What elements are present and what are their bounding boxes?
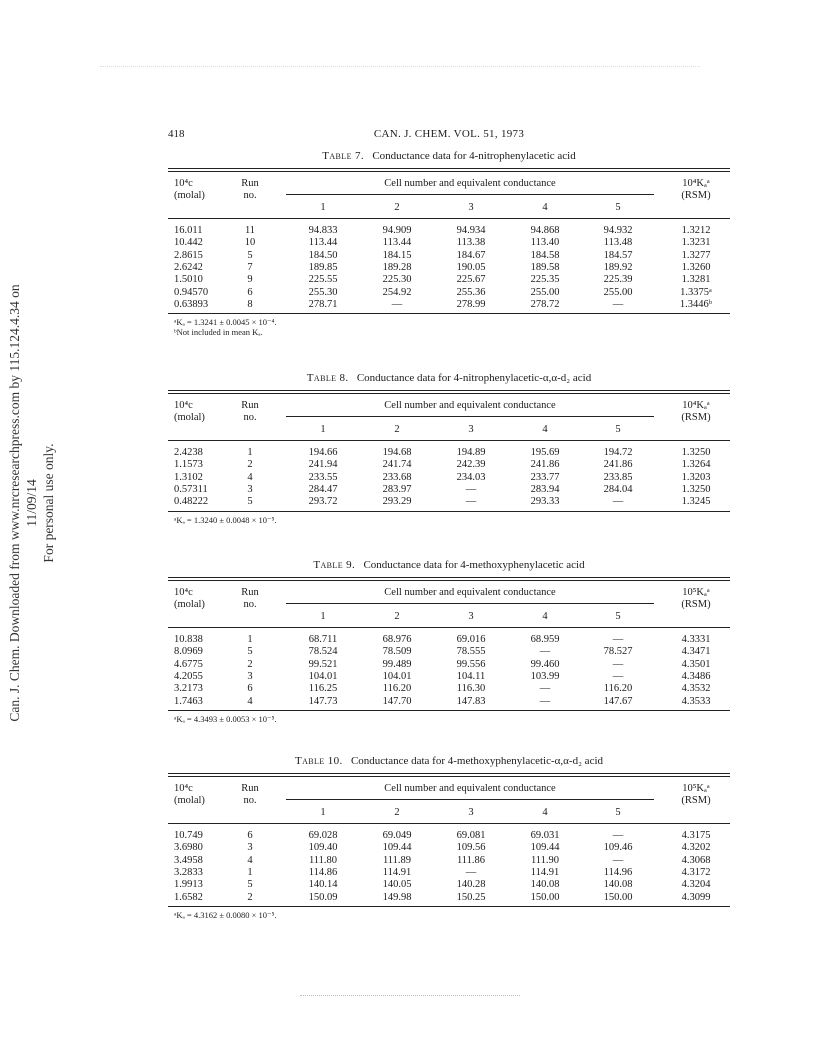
table-cell: 104.01 xyxy=(382,670,412,682)
table-cell: 255.00 xyxy=(603,286,633,298)
cell-number-header: 2 xyxy=(394,807,400,818)
table-cell: 150.00 xyxy=(603,891,633,903)
table-cell: — xyxy=(539,683,551,695)
header-rule xyxy=(168,218,730,219)
ka-header-line1: 10⁵Kₐᵃ xyxy=(682,783,710,794)
table-cell: 1.3260 xyxy=(681,261,711,273)
table-cell: 113.44 xyxy=(308,237,338,249)
table-cell: 4.3172 xyxy=(681,866,711,878)
table-cell: 114.91 xyxy=(382,866,412,878)
table-cell: 189.58 xyxy=(530,261,560,273)
table-cell: 1.6582 xyxy=(174,891,203,903)
table-header xyxy=(168,581,730,627)
run-header-line1: Run xyxy=(241,587,259,598)
table-cell: 225.35 xyxy=(530,274,560,286)
table-footnotes xyxy=(174,317,730,337)
table-cell: 99.521 xyxy=(308,658,338,670)
cell-number-header: 1 xyxy=(320,424,326,435)
table-cell: 4 xyxy=(247,471,253,483)
table-cell: 255.36 xyxy=(456,286,486,298)
table-cell: 4.6775 xyxy=(174,658,203,670)
conc-header-line1: 10⁴c xyxy=(174,400,193,411)
table-cell: 1.3375ᵃ xyxy=(680,286,712,298)
table-cell: 78.527 xyxy=(603,646,633,658)
table-cell: 2 xyxy=(247,658,253,670)
table-cell: 103.99 xyxy=(530,670,560,682)
table-cell: 194.68 xyxy=(382,447,412,458)
table-cell: 94.833 xyxy=(308,225,338,236)
table-cell: 10.838 xyxy=(174,634,203,645)
bottom-rule xyxy=(168,906,730,907)
table-cell: 4.3471 xyxy=(681,646,711,658)
cell-number-header: 5 xyxy=(615,807,621,818)
table-cell: 140.28 xyxy=(456,879,486,891)
table-body xyxy=(168,225,730,313)
ka-header-line1: 10⁴Kₐᵃ xyxy=(682,400,710,411)
table-cell: 147.70 xyxy=(382,695,412,707)
table-cell: 94.932 xyxy=(603,225,633,236)
conc-header-line2: (molal) xyxy=(174,190,205,201)
table-cell: 5 xyxy=(247,496,253,508)
table-cell: 104.11 xyxy=(456,670,486,682)
table-cell: 3 xyxy=(247,670,253,682)
table-title: Conductance data for 4-methoxyphenylacetic acid xyxy=(363,559,585,571)
table-cell: 9 xyxy=(247,274,253,286)
table-cell: 69.049 xyxy=(382,830,412,841)
table-cell: 4.3068 xyxy=(681,854,711,866)
page-number: 418 xyxy=(168,128,185,140)
download-notice xyxy=(4,268,56,738)
conc-header-line1: 10⁴c xyxy=(174,783,193,794)
table-cell: 111.89 xyxy=(382,854,412,866)
table-body xyxy=(168,634,730,710)
table-cell: 1.9913 xyxy=(174,879,203,891)
cell-number-header: 3 xyxy=(468,611,474,622)
table-cell: 184.50 xyxy=(308,249,338,261)
download-notice-line1: Can. J. Chem. Downloaded from www.nrcresearchpress.com by 115.124.4.34 on 11/09/14 xyxy=(7,284,39,722)
table-cell: 4.3532 xyxy=(681,683,711,695)
table-footnote: ᵃKₐ = 4.3493 ± 0.0053 × 10⁻⁵. xyxy=(174,713,277,724)
table-cell: 184.67 xyxy=(456,249,486,261)
table-cell: 78.555 xyxy=(456,646,486,658)
table-cell: 150.00 xyxy=(530,891,560,903)
table-cell: 99.489 xyxy=(382,658,412,670)
table-cell: 293.33 xyxy=(530,496,560,508)
run-header-line1: Run xyxy=(241,400,259,411)
table-cell: 4.3175 xyxy=(681,830,711,841)
table-cell: 109.40 xyxy=(308,842,338,854)
table-cell: 147.83 xyxy=(456,695,486,707)
table-cell: 189.85 xyxy=(308,261,338,273)
table-7 xyxy=(168,148,730,337)
table-cell: 233.77 xyxy=(530,471,560,483)
conc-header-line2: (molal) xyxy=(174,412,205,423)
table-cell: 69.081 xyxy=(456,830,486,841)
table-label: Table 10. xyxy=(294,755,343,767)
table-cell: 10.749 xyxy=(174,830,203,841)
cell-group-header: Cell number and equivalent conductance xyxy=(384,783,556,794)
table-cell: 233.68 xyxy=(382,471,412,483)
ka-header-line2: (RSM) xyxy=(681,599,711,610)
ka-header-line2: (RSM) xyxy=(681,795,711,806)
table-cell: 3 xyxy=(247,842,253,854)
bottom-rule xyxy=(168,313,730,314)
conc-header-line1: 10⁴c xyxy=(174,178,193,189)
table-cell: 149.98 xyxy=(382,891,412,903)
table-caption xyxy=(168,557,730,573)
table-cell: 5 xyxy=(247,646,253,658)
table-cell: 1.3102 xyxy=(174,471,203,483)
table-cell: 1.3250 xyxy=(681,447,711,458)
table-cell: 111.80 xyxy=(308,854,338,866)
table-cell: 109.46 xyxy=(603,842,633,854)
table-cell: — xyxy=(612,298,624,310)
table-cell: 113.44 xyxy=(382,237,412,249)
table-cell: 109.44 xyxy=(530,842,560,854)
table-cell: 194.72 xyxy=(603,447,633,458)
cell-number-header: 5 xyxy=(615,611,621,622)
table-cell: 241.86 xyxy=(530,459,560,471)
table-cell: 99.556 xyxy=(456,658,486,670)
table-cell: 114.86 xyxy=(308,866,338,878)
cell-number-header: 5 xyxy=(615,424,621,435)
table-cell: — xyxy=(539,646,551,658)
table-cell: 2.4238 xyxy=(174,447,203,458)
bottom-rule xyxy=(168,511,730,512)
cell-number-header: 4 xyxy=(542,424,548,435)
table-cell: 69.031 xyxy=(530,830,560,841)
table-cell: 0.63893 xyxy=(174,298,209,310)
table-cell: 111.86 xyxy=(456,854,486,866)
table-cell: 184.15 xyxy=(382,249,412,261)
cell-group-rule xyxy=(286,799,654,800)
table-footnotes xyxy=(174,515,730,525)
table-title: Conductance data for 4-nitrophenylacetic-α,α-d₂ acid xyxy=(356,372,592,384)
table-cell: — xyxy=(612,670,624,682)
table-cell: 104.01 xyxy=(308,670,338,682)
table-cell: 225.67 xyxy=(456,274,486,286)
table-cell: 150.09 xyxy=(308,891,338,903)
run-header-line1: Run xyxy=(241,178,259,189)
table-cell: 69.016 xyxy=(456,634,486,645)
table-cell: 284.04 xyxy=(603,483,633,495)
table-cell: 1.3446ᵇ xyxy=(679,298,713,310)
table-body xyxy=(168,830,730,906)
table-cell: 5 xyxy=(247,249,253,261)
download-notice-line2: For personal use only. xyxy=(41,443,56,563)
table-cell: 241.94 xyxy=(308,459,338,471)
run-header-line2: no. xyxy=(243,599,257,610)
table-cell: 109.56 xyxy=(456,842,486,854)
bottom-rule xyxy=(168,710,730,711)
table-cell: 140.05 xyxy=(382,879,412,891)
table-cell: 283.97 xyxy=(382,483,412,495)
table-cell: 3.2833 xyxy=(174,866,203,878)
table-cell: 8.0969 xyxy=(174,646,203,658)
table-cell: 6 xyxy=(247,683,253,695)
table-cell: 284.47 xyxy=(308,483,338,495)
table-cell: — xyxy=(465,866,477,878)
scan-artifact-top xyxy=(100,66,700,67)
cell-number-header: 4 xyxy=(542,807,548,818)
conc-header-line2: (molal) xyxy=(174,599,205,610)
table-cell: 8 xyxy=(247,298,253,310)
table-cell: 1.3281 xyxy=(681,274,711,286)
table-cell: — xyxy=(391,298,403,310)
run-header-line2: no. xyxy=(243,795,257,806)
cell-number-header: 3 xyxy=(468,807,474,818)
header-rule xyxy=(168,440,730,441)
table-label: Table 8. xyxy=(306,372,349,384)
ka-header-line1: 10⁴Kₐᵃ xyxy=(682,178,710,189)
table-cell: 1 xyxy=(247,634,253,645)
table-footnote: ᵃKₐ = 1.3241 ± 0.0045 × 10⁻⁴. xyxy=(174,317,277,328)
table-10 xyxy=(168,753,730,920)
table-cell: 6 xyxy=(247,286,253,298)
cell-group-header: Cell number and equivalent conductance xyxy=(384,587,556,598)
table-cell: 4.3533 xyxy=(681,695,711,707)
table-cell: 3 xyxy=(247,483,253,495)
table-cell: 4.3202 xyxy=(681,842,711,854)
table-cell: 4.3331 xyxy=(681,634,711,645)
table-cell: 1 xyxy=(247,447,253,458)
table-footnote: ᵇNot included in mean Kₐ. xyxy=(174,327,263,338)
table-cell: 2.6242 xyxy=(174,261,203,273)
table-cell: 150.25 xyxy=(456,891,486,903)
table-cell: 194.89 xyxy=(456,447,486,458)
table-cell: 283.94 xyxy=(530,483,560,495)
table-header xyxy=(168,394,730,440)
table-cell: 116.20 xyxy=(382,683,412,695)
cell-group-rule xyxy=(286,416,654,417)
table-footnote: ᵃKₐ = 4.3162 ± 0.0080 × 10⁻⁵. xyxy=(174,909,277,920)
table-cell: 78.509 xyxy=(382,646,412,658)
table-cell: 4.3486 xyxy=(681,670,711,682)
table-cell: 140.08 xyxy=(603,879,633,891)
cell-number-header: 2 xyxy=(394,611,400,622)
table-cell: 241.86 xyxy=(603,459,633,471)
table-cell: 0.57311 xyxy=(174,483,208,495)
table-cell: 94.909 xyxy=(382,225,412,236)
cell-number-header: 5 xyxy=(615,202,621,213)
table-cell: 184.58 xyxy=(530,249,560,261)
table-cell: 3.6980 xyxy=(174,842,203,854)
table-cell: 278.99 xyxy=(456,298,486,310)
table-cell: 189.92 xyxy=(603,261,633,273)
cell-number-header: 1 xyxy=(320,611,326,622)
table-cell: 2.8615 xyxy=(174,249,203,261)
table-header xyxy=(168,777,730,823)
table-title: Conductance data for 4-nitrophenylacetic acid xyxy=(372,150,576,162)
table-cell: 195.69 xyxy=(530,447,560,458)
table-cell: 225.55 xyxy=(308,274,338,286)
conc-header-line1: 10⁴c xyxy=(174,587,193,598)
table-cell: 5 xyxy=(247,879,253,891)
table-cell: — xyxy=(539,695,551,707)
table-cell: 116.25 xyxy=(308,683,338,695)
table-cell: 116.20 xyxy=(603,683,633,695)
cell-number-header: 4 xyxy=(542,611,548,622)
header-rule xyxy=(168,627,730,628)
table-cell: 16.011 xyxy=(174,225,203,236)
table-body xyxy=(168,447,730,511)
table-cell: 147.67 xyxy=(603,695,633,707)
table-cell: 7 xyxy=(247,261,253,273)
cell-number-header: 2 xyxy=(394,424,400,435)
table-cell: 147.73 xyxy=(308,695,338,707)
table-cell: 4.3501 xyxy=(681,658,711,670)
table-cell: 10 xyxy=(244,237,256,249)
table-cell: 140.14 xyxy=(308,879,338,891)
table-cell: 233.55 xyxy=(308,471,338,483)
cell-number-header: 2 xyxy=(394,202,400,213)
table-cell: — xyxy=(612,658,624,670)
table-cell: 241.74 xyxy=(382,459,412,471)
table-caption xyxy=(168,753,730,769)
table-cell: 1 xyxy=(247,866,253,878)
table-cell: 278.72 xyxy=(530,298,560,310)
table-cell: 4.3204 xyxy=(681,879,711,891)
cell-number-header: 3 xyxy=(468,424,474,435)
journal-citation: CAN. J. CHEM. VOL. 51, 1973 xyxy=(373,128,525,140)
table-cell: 4.3099 xyxy=(681,891,711,903)
table-cell: 189.28 xyxy=(382,261,412,273)
scan-artifact-bottom xyxy=(300,995,520,996)
run-header-line1: Run xyxy=(241,783,259,794)
table-cell: 194.66 xyxy=(308,447,338,458)
table-cell: 254.92 xyxy=(382,286,412,298)
table-title: Conductance data for 4-methoxyphenylacetic-α,α-d₂ acid xyxy=(350,755,604,767)
table-cell: 94.934 xyxy=(456,225,486,236)
table-cell: 140.08 xyxy=(530,879,560,891)
table-cell: 225.39 xyxy=(603,274,633,286)
table-cell: 78.524 xyxy=(308,646,338,658)
table-cell: 278.71 xyxy=(308,298,338,310)
table-cell: 1.3264 xyxy=(681,459,711,471)
table-cell: 1.5010 xyxy=(174,274,203,286)
cell-group-rule xyxy=(286,194,654,195)
table-cell: 113.38 xyxy=(456,237,486,249)
running-head xyxy=(168,128,730,144)
table-cell: 69.028 xyxy=(308,830,338,841)
table-cell: 3.4958 xyxy=(174,854,203,866)
table-cell: 233.85 xyxy=(603,471,633,483)
cell-group-header: Cell number and equivalent conductance xyxy=(384,178,556,189)
table-label: Table 7. xyxy=(322,150,365,162)
cell-number-header: 3 xyxy=(468,202,474,213)
table-cell: 225.30 xyxy=(382,274,412,286)
table-cell: 113.40 xyxy=(530,237,560,249)
table-cell: — xyxy=(612,854,624,866)
ka-header-line2: (RSM) xyxy=(681,412,711,423)
table-cell: 94.868 xyxy=(530,225,560,236)
table-cell: 68.711 xyxy=(308,634,338,645)
table-cell: 6 xyxy=(247,830,253,841)
run-header-line2: no. xyxy=(243,190,257,201)
table-header xyxy=(168,172,730,218)
cell-number-header: 1 xyxy=(320,807,326,818)
table-cell: 1.3203 xyxy=(681,471,711,483)
table-cell: 255.00 xyxy=(530,286,560,298)
table-cell: 2 xyxy=(247,459,253,471)
table-cell: 234.03 xyxy=(456,471,486,483)
table-caption xyxy=(168,370,730,386)
table-cell: 1.3277 xyxy=(681,249,711,261)
cell-number-header: 4 xyxy=(542,202,548,213)
table-cell: 111.90 xyxy=(530,854,560,866)
table-cell: 10.442 xyxy=(174,237,203,249)
run-header-line2: no. xyxy=(243,412,257,423)
table-cell: 2 xyxy=(247,891,253,903)
table-cell: 0.94570 xyxy=(174,286,209,298)
table-cell: 114.91 xyxy=(530,866,560,878)
table-cell: 109.44 xyxy=(382,842,412,854)
table-cell: 68.976 xyxy=(382,634,412,645)
table-cell: 1.1573 xyxy=(174,459,203,471)
table-cell: — xyxy=(612,830,624,841)
table-footnotes xyxy=(174,714,730,724)
table-cell: 293.29 xyxy=(382,496,412,508)
table-cell: 0.48222 xyxy=(174,496,209,508)
table-cell: 114.96 xyxy=(603,866,633,878)
table-label: Table 9. xyxy=(313,559,356,571)
header-rule xyxy=(168,823,730,824)
conc-header-line2: (molal) xyxy=(174,795,205,806)
table-cell: 242.39 xyxy=(456,459,486,471)
table-cell: 1.3245 xyxy=(681,496,711,508)
table-cell: 4 xyxy=(247,854,253,866)
table-cell: 99.460 xyxy=(530,658,560,670)
cell-group-rule xyxy=(286,603,654,604)
table-cell: 1.7463 xyxy=(174,695,203,707)
table-cell: 1.3212 xyxy=(681,225,711,236)
table-cell: 1.3231 xyxy=(681,237,711,249)
table-cell: — xyxy=(612,634,624,645)
table-cell: 11 xyxy=(244,225,256,236)
table-cell: — xyxy=(465,496,477,508)
table-cell: 4.2055 xyxy=(174,670,203,682)
table-cell: 293.72 xyxy=(308,496,338,508)
cell-group-header: Cell number and equivalent conductance xyxy=(384,400,556,411)
table-footnotes xyxy=(174,910,730,920)
ka-header-line2: (RSM) xyxy=(681,190,711,201)
table-cell: 4 xyxy=(247,695,253,707)
table-cell: 255.30 xyxy=(308,286,338,298)
table-8 xyxy=(168,370,730,525)
table-cell: — xyxy=(612,496,624,508)
table-cell: 1.3250 xyxy=(681,483,711,495)
table-cell: 68.959 xyxy=(530,634,560,645)
table-cell: 116.30 xyxy=(456,683,486,695)
table-9 xyxy=(168,557,730,724)
table-cell: — xyxy=(465,483,477,495)
table-cell: 184.57 xyxy=(603,249,633,261)
table-caption xyxy=(168,148,730,164)
cell-number-header: 1 xyxy=(320,202,326,213)
ka-header-line1: 10⁵Kₐᵃ xyxy=(682,587,710,598)
table-cell: 113.48 xyxy=(603,237,633,249)
table-footnote: ᵃKₐ = 1.3240 ± 0.0048 × 10⁻⁵. xyxy=(174,514,277,525)
table-cell: 3.2173 xyxy=(174,683,203,695)
table-cell: 190.05 xyxy=(456,261,486,273)
